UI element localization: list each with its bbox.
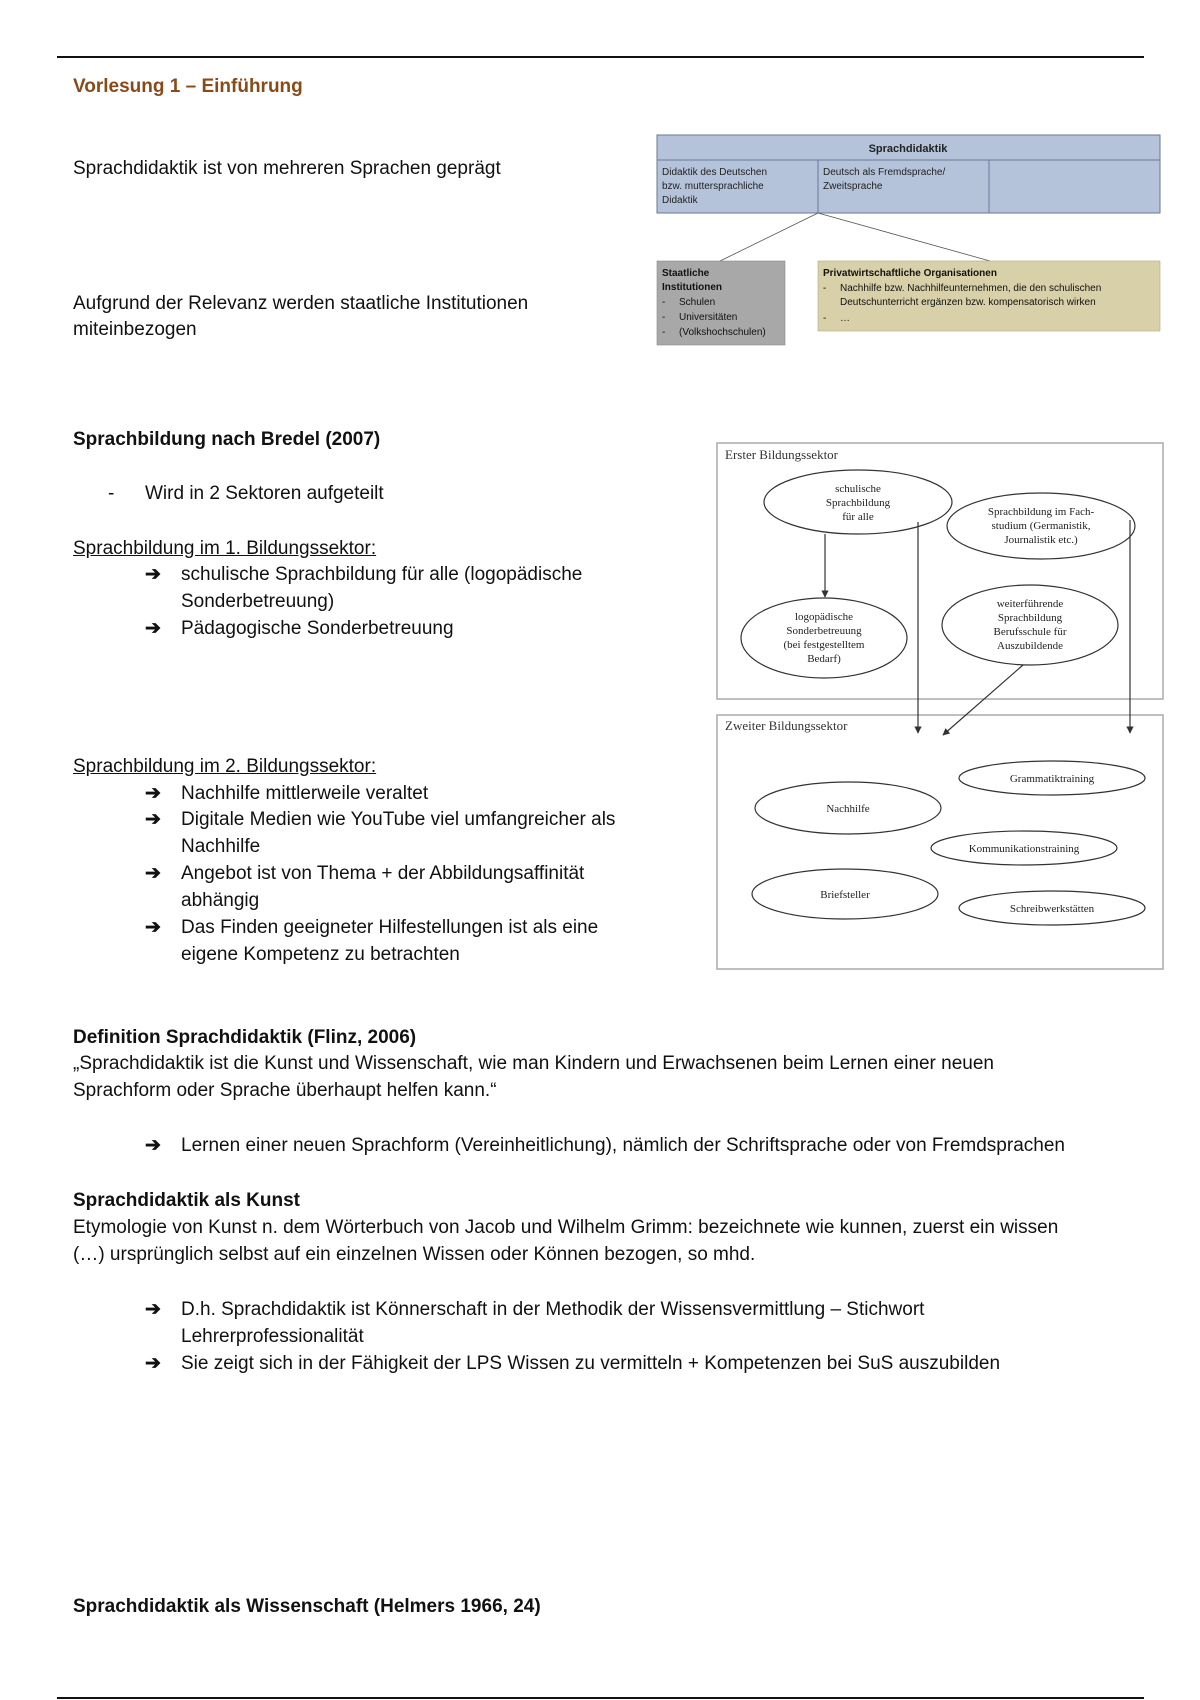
e4-line2: Sprachbildung [997,612,1063,624]
s2-item-2b: Nachhilfe [181,836,261,857]
sector1-label: Erster Bildungssektor [725,447,839,462]
e4-line4: Auszubildende [997,640,1063,652]
state-title-2: Institutionen [662,282,722,293]
e3-line4: Bedarf) [807,653,841,665]
s1-item-1b: Sonderbetreuung) [181,591,335,612]
kunst-point-1a: D.h. Sprachdidaktik ist Könnerschaft in der Methodik der Wissensvermittlung – Stichwort [181,1299,925,1320]
kunst-text-2: (…) ursprünglich selbst auf ein einzelnen Wissen oder Können bezogen, so mhd. [73,1244,756,1265]
cell1-line2: bzw. muttersprachliche [662,181,764,192]
intro-line-2b: miteinbezogen [73,319,197,340]
e8-text: Briefsteller [820,889,870,901]
bredel-heading: Sprachbildung nach Bredel (2007) [73,429,381,450]
wissenschaft-heading: Sprachdidaktik als Wissenschaft (Helmers 1966, 24) [73,1596,541,1617]
s2-item-3a: Angebot ist von Thema + der Abbildungsaffinität [181,863,585,884]
s2-item-3b: abhängig [181,890,260,911]
arrow-icon: ➔ [145,863,161,884]
arrow-icon: ➔ [145,917,161,938]
cell1-line1: Didaktik des Deutschen [662,167,768,178]
e1-line2: Sprachbildung [825,497,891,509]
e5-text: Grammatiktraining [1009,773,1095,785]
intro-line-2a: Aufgrund der Relevanz werden staatliche Institutionen [73,293,529,314]
e4-line1: weiterführende [996,598,1064,610]
private-title: Privatwirtschaftliche Organisationen [823,268,997,279]
s1-item-1a: schulische Sprachbildung für alle (logopädische [181,564,583,585]
cell2-line2: Zweitsprache [823,181,883,192]
e3-line2: Sonderbetreuung [786,625,862,637]
sprachdidaktik-org-diagram [655,133,1165,353]
e2-line2: studium (Germanistik, [991,520,1091,532]
kunst-point-1b: Lehrerprofessionalität [181,1326,364,1347]
definition-heading: Definition Sprachdidaktik (Flinz, 2006) [73,1027,417,1048]
state-dash-1: - [662,297,666,308]
private-dash-2: - [823,313,827,324]
state-item-2: Universitäten [679,312,738,323]
arrow-icon: ➔ [145,618,161,639]
bottom-rule [57,1697,1144,1699]
sector2-label: Zweiter Bildungssektor [725,718,848,733]
definition-point: Lernen einer neuen Sprachform (Vereinheitlichung), nämlich der Schriftsprache oder von Fremdsprachen [181,1135,1065,1156]
state-dash-2: - [662,312,666,323]
s2-item-2a: Digitale Medien wie YouTube viel umfangreicher als [181,809,616,830]
e6-text: Nachhilfe [826,803,870,815]
connector-left [720,213,818,261]
private-item-2: … [840,313,850,324]
state-dash-3: - [662,327,666,338]
kunst-heading: Sprachdidaktik als Kunst [73,1190,301,1211]
e1-line1: schulische [835,483,881,495]
arrow-icon: ➔ [145,783,161,804]
cell2-line1: Deutsch als Fremdsprache/ [823,167,946,178]
cell1-line3: Didaktik [662,195,698,206]
private-dash-1: - [823,283,827,294]
definition-quote-2: Sprachform oder Sprache überhaupt helfen kann.“ [73,1080,497,1101]
sector2-heading: Sprachbildung im 2. Bildungssektor: [73,756,377,777]
kunst-text-1: Etymologie von Kunst n. dem Wörterbuch von Jacob und Wilhelm Grimm: bezeichnete wie kunnen, zuerst ein wissen [73,1217,1059,1238]
bredel-bullet-dash: - [108,483,115,504]
e2-line3: Journalistik etc.) [1004,534,1078,546]
arrow-e4-to-sector2 [943,665,1023,735]
arrow-icon: ➔ [145,1353,161,1374]
sector1-heading: Sprachbildung im 1. Bildungssektor: [73,538,377,559]
kunst-point-2: Sie zeigt sich in der Fähigkeit der LPS Wissen zu vermitteln + Kompetenzen bei SuS auszubilden [181,1353,1001,1374]
s2-item-4a: Das Finden geeigneter Hilfestellungen ist als eine [181,917,599,938]
arrow-icon: ➔ [145,1299,161,1320]
e4-line3: Berufsschule für [993,626,1067,638]
s2-item-4b: eigene Kompetenz zu betrachten [181,944,460,965]
ellipse-logopaedische [741,598,907,678]
definition-quote-1: „Sprachdidaktik ist die Kunst und Wissenschaft, wie man Kindern und Erwachsenen beim Lernen einer neuen [73,1053,994,1074]
arrow-icon: ➔ [145,809,161,830]
state-title-1: Staatliche [662,268,710,279]
table-header-text: Sprachdidaktik [868,143,948,155]
ellipse-weiterfuehrende [942,585,1118,665]
e1-line3: für alle [842,511,874,523]
page-title: Vorlesung 1 – Einführung [73,76,303,97]
private-item-1b: Deutschunterricht ergänzen bzw. kompensatorisch wirken [840,297,1096,308]
top-rule [57,56,1144,58]
private-item-1a: Nachhilfe bzw. Nachhilfeunternehmen, die den schulischen [840,283,1102,294]
state-item-3: (Volkshochschulen) [679,327,766,338]
bildungssektor-diagram [700,440,1170,980]
state-item-1: Schulen [679,297,716,308]
e2-line1: Sprachbildung im Fach- [987,506,1095,518]
e3-line1: logopädische [794,611,854,623]
arrow-icon: ➔ [145,1135,161,1156]
intro-line-1: Sprachdidaktik ist von mehreren Sprachen geprägt [73,158,501,179]
arrow-icon: ➔ [145,564,161,585]
e3-line3: (bei festgestelltem [783,639,865,651]
s2-item-1: Nachhilfe mittlerweile veraltet [181,783,429,804]
e9-text: Schreibwerkstätten [1009,903,1095,915]
e7-text: Kommunikationstraining [968,843,1080,855]
connector-right [818,213,990,261]
bredel-bullet: Wird in 2 Sektoren aufgeteilt [145,483,384,504]
table-cell-3 [989,160,1160,213]
s1-item-2: Pädagogische Sonderbetreuung [181,618,454,639]
